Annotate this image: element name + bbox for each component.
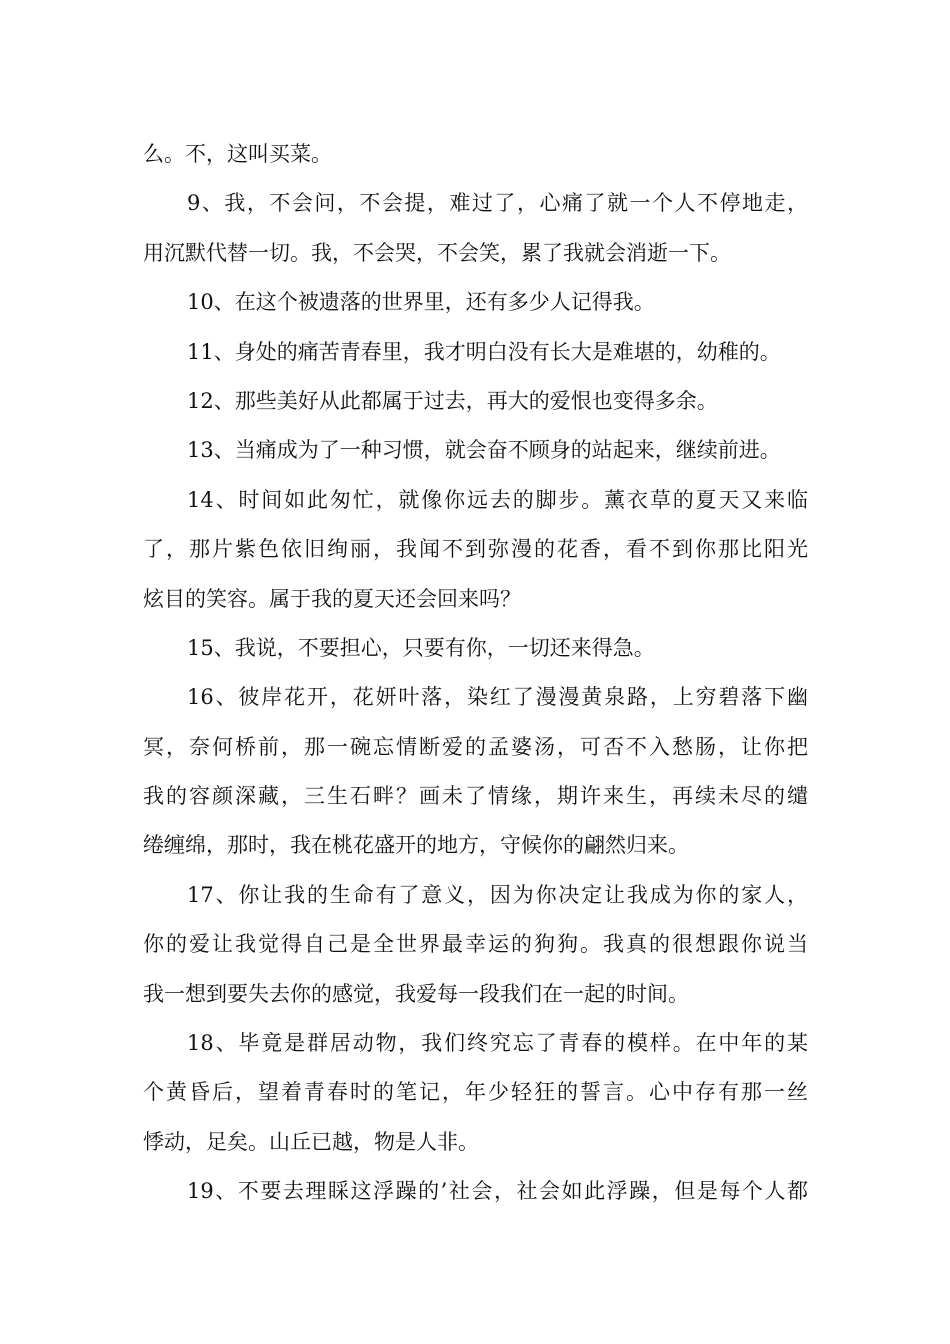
paragraph-line: 冥，奈何桥前，那一碗忘情断爱的孟婆汤，可否不入愁肠，让你把 — [143, 734, 808, 759]
paragraph-line: 悸动，足矣。山丘已越，物是人非。 — [143, 1129, 479, 1154]
paragraph-line: 么。不，这叫买菜。 — [143, 142, 332, 166]
document-body — [143, 130, 808, 1217]
paragraph-line: 12、那些美好从此都属于过去，再大的爱恨也变得多余。 — [187, 388, 718, 413]
paragraph-line: 17、你让我的生命有了意义，因为你决定让我成为你的家人， — [187, 882, 808, 907]
paragraph-line: 19、不要去理睬这浮躁的’社会，社会如此浮躁，但是每个人都 — [187, 1179, 808, 1204]
paragraph-line: 10、在这个被遗落的世界里，还有多少人记得我。 — [187, 290, 655, 315]
paragraph-line: 11、身处的痛苦青春里，我才明白没有长大是难堪的，幼稚的。 — [187, 339, 781, 364]
paragraph-line: 个黄昏后，望着青春时的笔记，年少轻狂的誓言。心中存有那一丝 — [143, 1080, 808, 1105]
paragraph-line: 我一想到要失去你的感觉，我爱每一段我们在一起的时间。 — [143, 981, 689, 1006]
paragraph-line: 14、时间如此匆忙，就像你远去的脚步。薰衣草的夏天又来临 — [187, 487, 808, 512]
paragraph-line: 16、彼岸花开，花妍叶落，染红了漫漫黄泉路，上穷碧落下幽 — [187, 685, 808, 710]
paragraph-line: 绻缠绵，那时，我在桃花盛开的地方，守候你的翩然归来。 — [143, 833, 689, 858]
paragraph-line: 18、毕竟是群居动物，我们终究忘了青春的模样。在中年的某 — [187, 1031, 808, 1056]
paragraph-line: 9、我，不会问，不会提，难过了，心痛了就一个人不停地走， — [187, 191, 808, 216]
paragraph-line: 了，那片紫色依旧绚丽，我闻不到弥漫的花香，看不到你那比阳光 — [143, 537, 808, 562]
paragraph-line: 15、我说，不要担心，只要有你，一切还来得急。 — [187, 635, 655, 660]
paragraph-line: 你的爱让我觉得自己是全世界最幸运的狗狗。我真的很想跟你说当 — [143, 932, 808, 957]
paragraph-line: 13、当痛成为了一种习惯，就会奋不顾身的站起来，继续前进。 — [187, 438, 781, 463]
paragraph-line: 炫目的笑容。属于我的夏天还会回来吗？ — [143, 586, 521, 611]
paragraph-line: 用沉默代替一切。我，不会哭，不会笑，累了我就会消逝一下。 — [143, 240, 731, 265]
paragraph-line: 我的容颜深藏，三生石畔？画未了情缘，期许来生，再续未尽的缱 — [143, 784, 808, 809]
